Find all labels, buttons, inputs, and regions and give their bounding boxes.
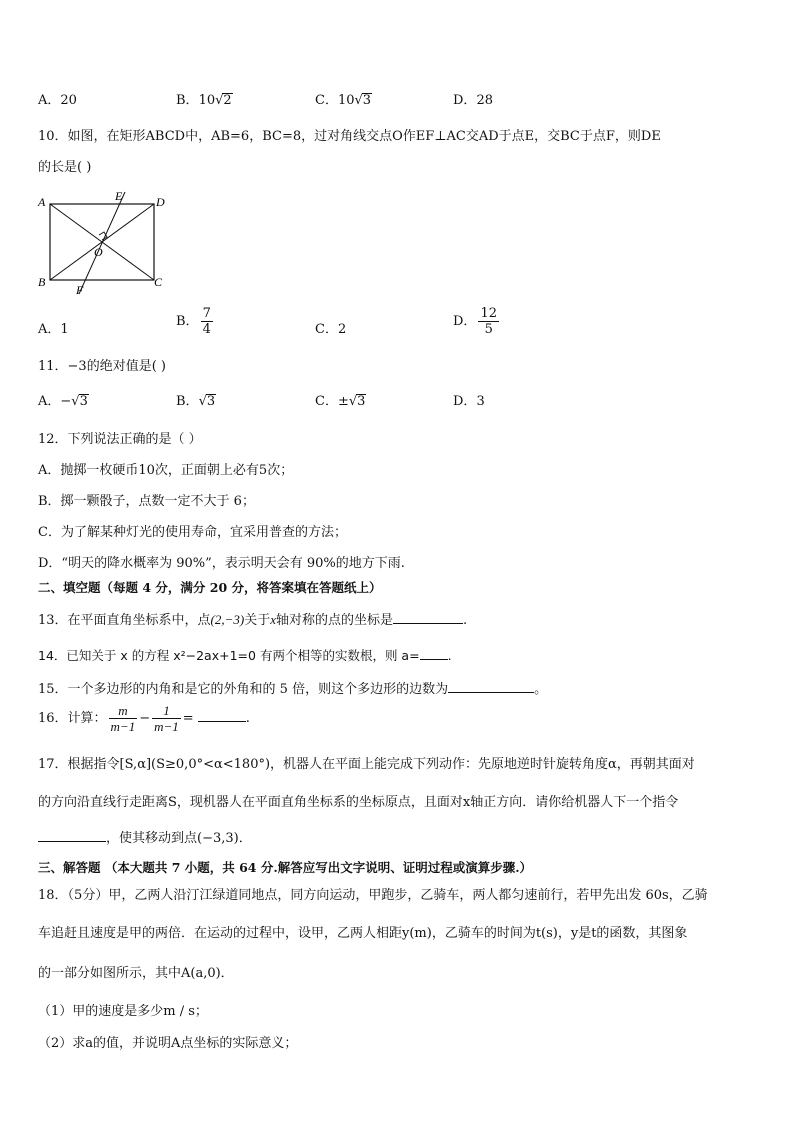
- q12-stem: 12．下列说法正确的是（ ）: [38, 432, 202, 447]
- q18-line2: 车追赶且速度是甲的两倍．在运动的过程中，设甲，乙两人相距y(m)，乙骑车的时间为t(s)，y是t的函数，其图象: [38, 926, 688, 941]
- q9-option-b: [176, 89, 233, 108]
- option-letter: B．: [176, 93, 199, 108]
- option-letter: C．: [315, 394, 338, 409]
- q11-option-d: [453, 390, 485, 409]
- label-d: D: [156, 195, 165, 209]
- q10-option-b: [176, 306, 215, 337]
- q12-option-c: C．为了解某种灯光的使用寿命，宜采用普查的方法；: [38, 525, 347, 540]
- sqrt-sign: √: [348, 394, 358, 409]
- radicand: 3: [79, 394, 88, 409]
- sqrt-sign: √: [354, 93, 363, 108]
- option-value: 20: [60, 93, 77, 108]
- option-value: 10: [337, 93, 355, 108]
- q10-rectangle-figure: [36, 188, 176, 298]
- q13-axis: x: [270, 612, 277, 627]
- q12-option-a: A．抛掷一枚硬币10次，正面朝上必有5次；: [38, 463, 294, 478]
- option-value: 3: [476, 394, 485, 409]
- label-b: B: [38, 275, 46, 289]
- option-letter: B．: [176, 394, 199, 409]
- q17-line3-text: ，使其移动到点(−3,3)．: [106, 831, 252, 846]
- q14-pre: 14．已知关于 x 的方程 x²−2ax+1=0 有两个相等的实数根，则 a=: [38, 648, 420, 663]
- fraction: [201, 306, 213, 337]
- option-value: 2: [337, 322, 347, 337]
- label-a: A: [38, 195, 46, 209]
- minus-sign: −: [139, 711, 151, 726]
- answer-blank: [393, 611, 463, 624]
- q18-line1: 18．（5分）甲，乙两人沿汀江绿道同地点，同方向运动，甲跑步，乙骑车，两人都匀速前行，若甲先出发 60s，乙骑: [38, 888, 708, 903]
- numerator: 12: [480, 306, 497, 321]
- q17-line1: 17．根据指令[S,α](S≥0,0°<α<180°)，机器人在平面上能完成下列动作：先原地逆时针旋转角度α，再朝其面对: [38, 757, 695, 772]
- q16: [38, 703, 250, 734]
- q13: [38, 609, 467, 628]
- q10-option-a: [38, 318, 69, 337]
- option-value: 10: [198, 93, 216, 108]
- radicand: 3: [357, 394, 366, 409]
- q15: [38, 678, 547, 697]
- radicand: 3: [362, 93, 372, 108]
- denominator: m−1: [154, 719, 179, 734]
- q14-end: .: [447, 648, 452, 663]
- option-letter: A．: [38, 394, 61, 409]
- option-letter: B．: [176, 314, 199, 329]
- q13-post: 轴对称的点的坐标是: [276, 613, 394, 628]
- fraction-1: [109, 703, 138, 734]
- option-letter: C．: [315, 93, 338, 108]
- q14: [38, 646, 452, 664]
- denominator: m−1: [110, 719, 136, 734]
- sqrt-sign: √: [198, 394, 207, 409]
- q13-mid: 关于: [244, 613, 271, 628]
- answer-blank: [448, 680, 534, 693]
- q17-line2: 的方向沿直线行走距离S，现机器人在平面直角坐标系的坐标原点，且面对x轴正方向．请你给机器人下一个指令: [38, 795, 679, 810]
- q11-stem: 11．−3的绝对值是( ): [38, 359, 166, 374]
- answer-blank: [38, 829, 106, 842]
- section-heading-solutions: 三、解答题 （本大题共 7 小题，共 64 分.解答应写出文字说明、证明过程或演算步骤.）: [38, 860, 533, 875]
- section-heading-fill-in: 二、填空题（每题 4 分，满分 20 分，将答案填在答题纸上）: [38, 580, 382, 595]
- q9-option-c: [315, 89, 372, 108]
- option-letter: D．: [453, 314, 477, 329]
- q10-option-c: [315, 318, 346, 337]
- sqrt-sign: √: [215, 93, 224, 108]
- option-prefix: ±: [337, 394, 349, 409]
- label-o: O: [94, 245, 103, 259]
- q10-stem-line2: 的长是( ): [38, 160, 92, 175]
- q16-end: .: [245, 711, 250, 726]
- q9-option-d: [453, 89, 493, 108]
- option-value: 1: [60, 322, 69, 337]
- q11-option-c: [315, 390, 366, 409]
- sqrt-sign: √: [71, 394, 80, 409]
- q11-option-a: [38, 390, 89, 409]
- answer-blank: [420, 647, 448, 660]
- label-f: F: [76, 283, 84, 297]
- radicand: 2: [223, 93, 232, 108]
- q12-option-b: B．掷一颗骰子，点数一定不大于 6；: [38, 494, 255, 509]
- label-e: E: [115, 189, 123, 203]
- denominator: 4: [202, 322, 211, 337]
- fraction-2: [152, 703, 181, 734]
- q11-option-b: [176, 390, 216, 409]
- numerator: 7: [202, 306, 211, 321]
- option-letter: A．: [38, 322, 61, 337]
- q13-pre: 13．在平面直角坐标系中，点: [38, 613, 211, 628]
- q10-stem-line1: 10．如图，在矩形ABCD中，AB=6，BC=8，过对角线交点O作EF⊥AC交AD于点E，交BC于点F，则DE: [38, 129, 661, 144]
- numerator: 1: [152, 703, 181, 719]
- answer-blank: [198, 709, 246, 722]
- q9-option-a: [38, 89, 77, 108]
- q15-end: 。: [534, 682, 548, 697]
- fraction: [478, 306, 499, 337]
- option-value: 28: [476, 93, 493, 108]
- numerator: m: [109, 703, 138, 719]
- option-letter: C．: [315, 322, 338, 337]
- q18-sub2: （2）求a的值，并说明A点坐标的实际意义；: [38, 1036, 298, 1051]
- q12-option-d: D．“明天的降水概率为 90%”，表示明天会有 90%的地方下雨.: [38, 556, 405, 571]
- option-letter: D．: [453, 93, 477, 108]
- q18-line3: 的一部分如图所示，其中A(a,0)．: [38, 966, 234, 981]
- equals-sign: =: [182, 711, 194, 726]
- line-ef: [79, 192, 125, 294]
- q10-option-d: [453, 306, 501, 337]
- q15-pre: 15．一个多边形的内角和是它的外角和的 5 倍，则这个多边形的边数为: [38, 682, 449, 697]
- option-letter: D．: [453, 394, 477, 409]
- radicand: 3: [206, 394, 216, 409]
- q17-line3: [38, 827, 252, 846]
- option-prefix: −: [60, 394, 72, 409]
- q13-end: .: [463, 613, 468, 628]
- option-letter: A．: [38, 93, 61, 108]
- denominator: 5: [484, 322, 493, 337]
- label-c: C: [154, 275, 163, 289]
- q16-pre: 16．计算：: [38, 711, 107, 726]
- q13-point: (2,−3): [210, 612, 245, 627]
- q18-sub1: （1）甲的速度是多少m / s；: [38, 1004, 208, 1019]
